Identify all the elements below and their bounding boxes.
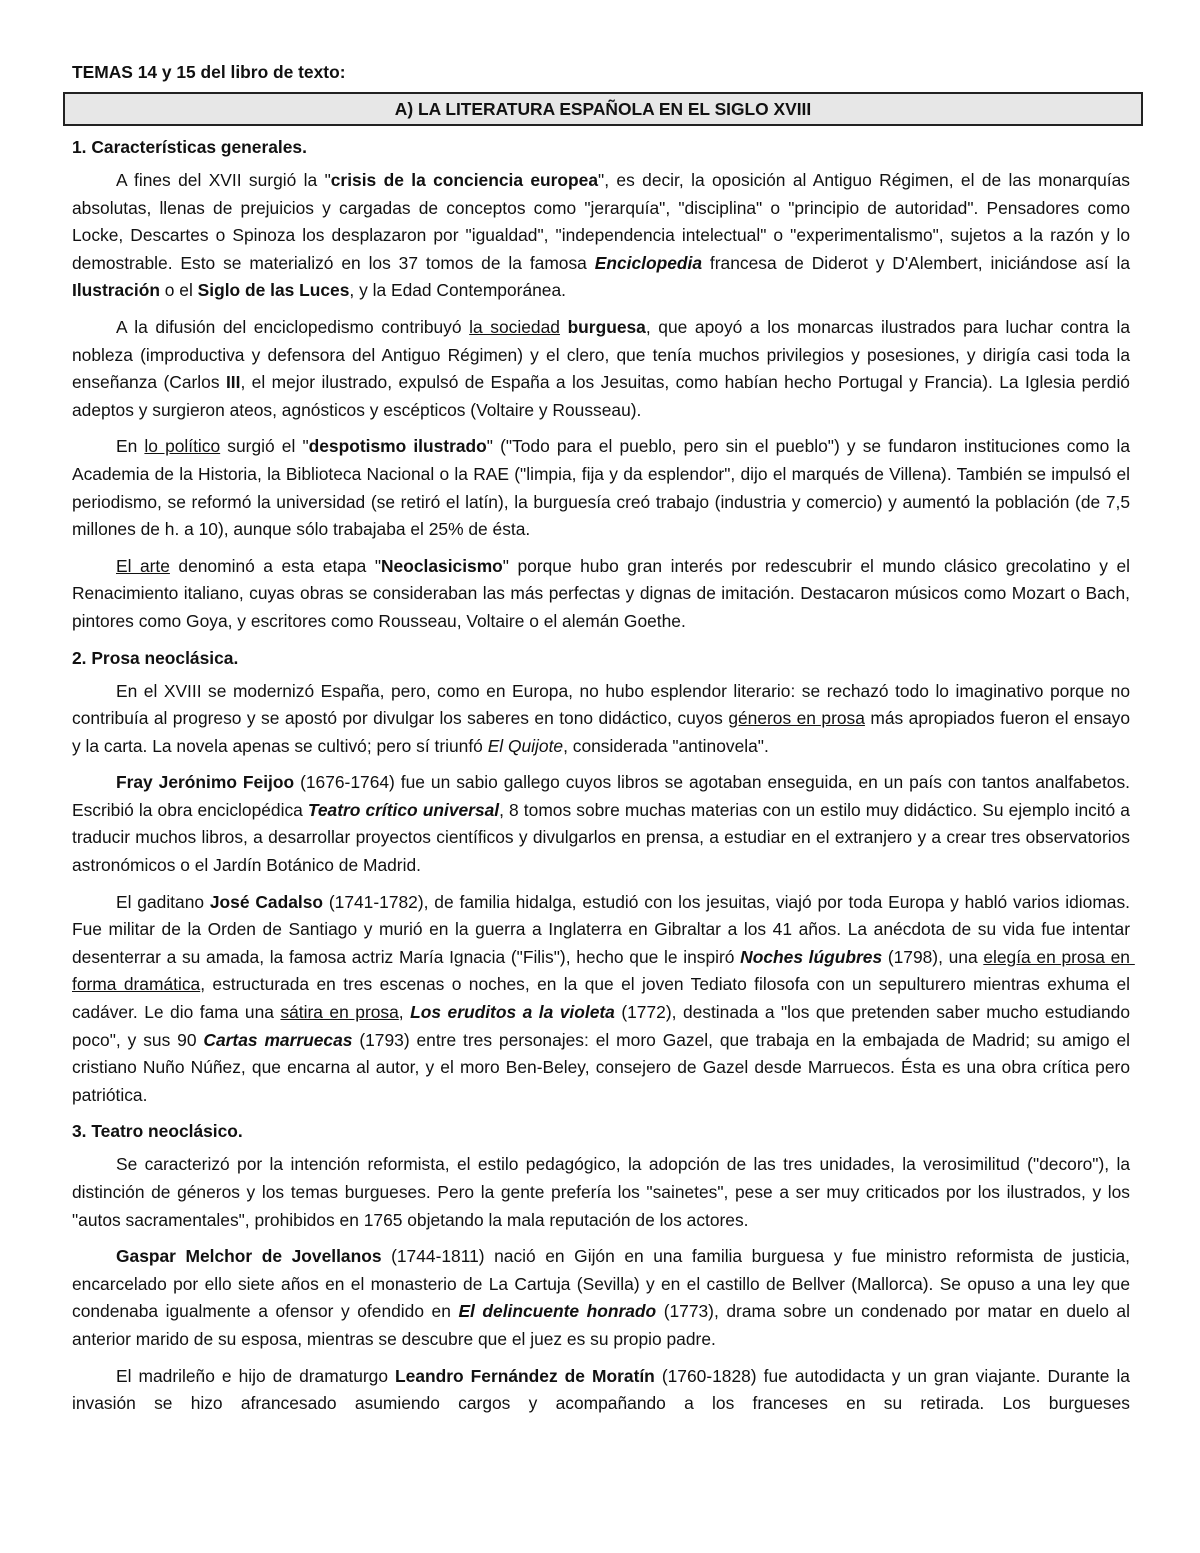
- text-run: , y la Edad Contemporánea.: [349, 280, 566, 301]
- text-run: (1798), una: [882, 946, 984, 967]
- text-run: A fines del XVII surgió la ": [116, 170, 331, 190]
- underlined-term: elegía en prosa en forma dramática: [72, 946, 1135, 995]
- section-heading: 1. Características generales.: [72, 137, 307, 157]
- text-run: (1773), drama sobre un condenado por matar en duelo al anterior marido de su esposa, mientras se descubre que el juez es su propio padre.: [72, 1301, 1135, 1349]
- text-run: A la difusión del enciclopedismo contribuyó: [116, 316, 470, 337]
- text-run: (1793) entre tres personajes: el moro Gazel, que trabaja en la embajada de Madrid; su amigo el cristiano Nuño Núñez, que encarna al autor, y el moro Ben-Beley, consejero de Gazel desde Marruecos. Ésta es una obra crítica pero patriótica.: [72, 1029, 1135, 1105]
- text-run: El gaditano: [116, 891, 210, 912]
- text-run: [560, 317, 568, 337]
- work-title: Teatro crítico universal: [307, 799, 500, 820]
- work-title: El delincuente honrado: [458, 1301, 657, 1322]
- text-run: denominó a esta etapa ": [169, 555, 381, 576]
- section-heading: 2. Prosa neoclásica.: [72, 647, 239, 668]
- document-header: TEMAS 14 y 15 del libro de texto:: [72, 62, 346, 82]
- text-run: francesa de Diderot y D'Alembert, iniciándose así la: [702, 252, 1135, 273]
- bold-term: Gaspar Melchor de Jovellanos: [116, 1246, 382, 1267]
- text-run: o el: [159, 280, 198, 301]
- paragraph: [72, 433, 1135, 543]
- paragraph: [72, 678, 1135, 761]
- bold-term: José Cadalso: [209, 891, 324, 912]
- text-run: , considerada "antinovela".: [563, 735, 769, 756]
- text-run: Se caracterizó por la intención reformista, el estilo pedagógico, la adopción de las tres unidades, la verosimilitud ("decoro"), la distinción de géneros y los temas burgueses. Pero la gente prefería los "sainetes", pese a ser muy criticados por los ilustrados, y los "autos sacramentales", prohibidos en 1765 objetando la mala reputación de los actores.: [72, 1154, 1135, 1230]
- work-title: Noches lúgubres: [740, 946, 883, 967]
- text-run: , 8 tomos sobre muchas materias con un estilo muy didáctico. Su ejemplo incitó a traducir muchos libros, a desarrollar proyectos científicos y divulgarlos en prensa, a estudiar en el extranjero y a crear tres observatorios astronómicos o el Jardín Botánico de Madrid.: [72, 799, 1135, 876]
- document-title: A) LA LITERATURA ESPAÑOLA EN EL SIGLO XVIII: [63, 92, 1143, 126]
- underlined-term: lo político: [144, 436, 221, 457]
- text-run: ", es decir, la oposición al Antiguo Régimen, el de las monarquías absolutas, llenas de prejuicios y cargadas de conceptos como "jerarquía", "disciplina" o "principio de autoridad". Pensadores como Locke, Descartes o Spinoza los desplazaron por "igualdad", "independencia intelectual" o "experimentalismo", sujetos a la razón y lo demostrable. Esto se materializó en los 37 tomos de la famosa: [72, 170, 1135, 273]
- text-run: El madrileño e hijo de dramaturgo: [116, 1365, 396, 1386]
- paragraph: [72, 167, 1135, 305]
- text-run: , que apoyó a los monarcas ilustrados para luchar contra la nobleza (improductiva y defensora del Antiguo Régimen) y el clero, que tenía muchos privilegios y posesiones, y dirigía casi toda la enseñanza (Carlos: [72, 316, 1135, 393]
- paragraph: [72, 314, 1135, 424]
- underlined-term: sátira en prosa: [280, 1002, 399, 1023]
- bold-term: crisis de la conciencia europea: [330, 170, 599, 190]
- work-title: Los eruditos a la violeta: [410, 1002, 615, 1023]
- text-run: En el XVIII se modernizó España, pero, como en Europa, no hubo esplendor literario: se rechazó todo lo imaginativo porque no contribuía al progreso y se apostó por divulgar los saberes en tono didáctico, cuyos: [72, 680, 1135, 729]
- underlined-term: la sociedad: [469, 316, 560, 337]
- text-run: surgió el ": [220, 436, 309, 457]
- paragraph: [72, 1243, 1135, 1353]
- underlined-term: géneros en prosa: [728, 708, 865, 729]
- bold-term: despotismo ilustrado: [308, 436, 487, 457]
- underlined-term: El arte: [116, 555, 170, 576]
- text-run: (1772), destinada a "los que pretenden saber mucho estudiando poco", y sus 90: [72, 1002, 1135, 1050]
- italic-term: El Quijote: [487, 735, 564, 756]
- text-run: (1744-1811) nació en Gijón en una familia burguesa y fue ministro reformista de justicia, encarcelado por ello siete años en el monasterio de La Cartuja (Sevilla) y en el castillo de Bellver (Mallorca). Se opuso a una ley que condenaba igualmente a ofensor y ofendido en: [72, 1246, 1135, 1322]
- text-run: ,: [398, 1002, 411, 1023]
- paragraph: [72, 1363, 1135, 1418]
- bold-term: III: [225, 372, 241, 393]
- document-body: [72, 134, 1135, 1418]
- section-heading: 3. Teatro neoclásico.: [72, 1121, 243, 1142]
- text-run: más apropiados fueron el ensayo y la carta. La novela apenas se cultivó; pero sí triunfó: [72, 708, 1135, 756]
- text-run: " ("Todo para el pueblo, pero sin el pueblo") y se fundaron instituciones como la Academia de la Historia, la Biblioteca Nacional o la RAE ("limpia, fija y da esplendor", dijo el marqués de Villena). También se impulsó el periodismo, se reformó la universidad (se retiró el latín), la burguesía creó trabajo (industria y comercio) y aumentó la población (de 7,5 millones de h. a 10), aunque sólo trabajaba el 25% de ésta.: [72, 436, 1135, 540]
- bold-term: Ilustración: [72, 280, 160, 301]
- text-run: En: [116, 436, 145, 457]
- bold-term: Neoclasicismo: [381, 555, 503, 576]
- paragraph: [72, 553, 1135, 636]
- text-run: (1676-1764) fue un sabio gallego cuyos libros se agotaban enseguida, en un país con tantos analfabetos. Escribió la obra enciclopédica: [72, 772, 1135, 820]
- bold-term: burguesa: [567, 316, 646, 337]
- text-run: " porque hubo gran interés por redescubrir el mundo clásico grecolatino y el Renacimiento italiano, cuyas obras se consideraban las más perfectas y dignas de imitación. Destacaron músicos como Mozart o Bach, pintores como Goya, y escritores como Rousseau, Voltaire o el alemán Goethe.: [72, 555, 1135, 631]
- paragraph: [72, 769, 1135, 879]
- work-title: Enciclopedia: [594, 252, 703, 273]
- text-run: (1760-1828) fue autodidacta y un gran viajante. Durante la invasión se hizo afrancesado asumiendo cargos y acompañando a los franceses en su retirada. Los burgueses: [72, 1365, 1135, 1414]
- bold-term: Siglo de las Luces: [197, 280, 350, 301]
- text-run: (1741-1782), de familia hidalga, estudió con los jesuitas, viajó por toda Europa y habló varios idiomas. Fue militar de la Orden de Santiago y murió en la guerra a Inglaterra en Gibraltar a los 41 años. La anécdota de su vida fue intentar desenterrar a su amada, la famosa actriz María Ignacia ("Filis"), hecho que le inspiró: [72, 891, 1135, 967]
- paragraph: [72, 889, 1135, 1110]
- paragraph: [72, 1151, 1135, 1234]
- bold-term: Fray Jerónimo Feijoo: [116, 772, 295, 793]
- bold-term: Leandro Fernández de Moratín: [395, 1365, 655, 1386]
- work-title: Cartas marruecas: [203, 1029, 353, 1050]
- text-run: , el mejor ilustrado, expulsó de España a los Jesuitas, como habían hecho Portugal y Francia). La Iglesia perdió adeptos y surgieron ateos, agnósticos y escépticos (Voltaire y Rousseau).: [72, 372, 1135, 420]
- text-run: , estructurada en tres escenas o noches, en la que el joven Tediato filosofa con un sepulturero mientras exhuma el cadáver. Le dio fama una: [72, 974, 1135, 1023]
